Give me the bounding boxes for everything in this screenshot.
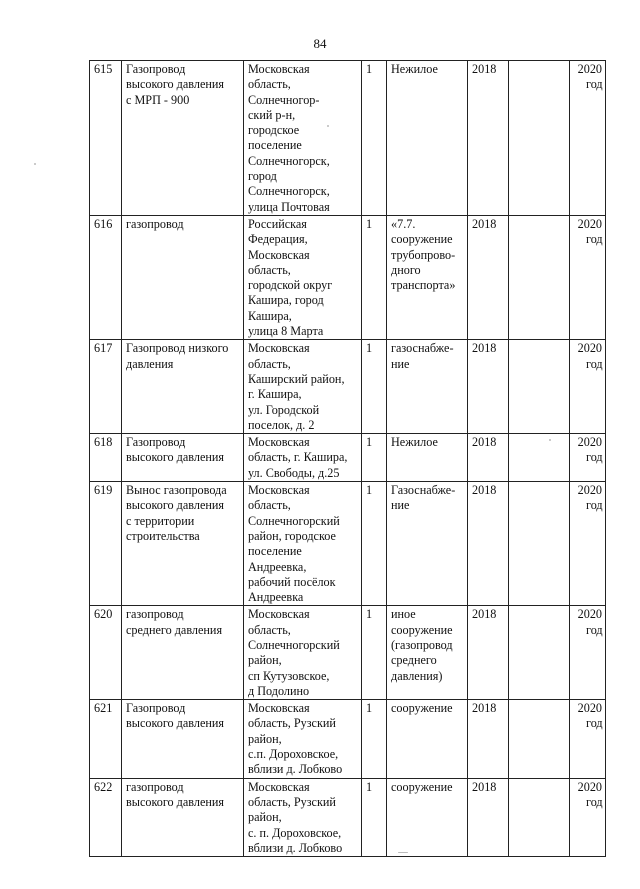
row-number: 620 xyxy=(90,606,122,700)
registration-year: 2020 xyxy=(577,483,602,498)
page-number: 84 xyxy=(313,36,327,51)
row-number: 622 xyxy=(90,778,122,856)
registration-period xyxy=(570,606,606,700)
object-name: газопровод xyxy=(122,215,244,339)
registration-unit: год xyxy=(586,232,603,247)
commission-year: 2018 xyxy=(468,434,509,482)
table-row xyxy=(90,61,606,216)
registration-year: 2020 xyxy=(577,607,602,622)
object-purpose: газоснабже- ние xyxy=(387,340,468,434)
registration-unit: год xyxy=(586,77,603,92)
scan-speck xyxy=(549,439,551,441)
table-row xyxy=(90,606,606,700)
object-name: Газопровод низкого давления xyxy=(122,340,244,434)
registration-year: 2020 xyxy=(577,701,602,716)
registration-period xyxy=(570,215,606,339)
row-number: 621 xyxy=(90,700,122,778)
registration-unit: год xyxy=(586,794,603,809)
commission-year: 2018 xyxy=(468,340,509,434)
empty-cell xyxy=(509,700,570,778)
object-purpose: Нежилое xyxy=(387,434,468,482)
commission-year: 2018 xyxy=(468,700,509,778)
registration-year: 2020 xyxy=(577,62,602,76)
object-count: 1 xyxy=(362,606,387,700)
object-address: Московская область, Рузский район, с.п. Дороховское, вблизи д. Лобково xyxy=(244,700,362,778)
registration-year: 2020 xyxy=(577,435,602,450)
object-name: Газопровод высокого давления xyxy=(122,700,244,778)
object-count: 1 xyxy=(362,215,387,339)
empty-cell xyxy=(509,434,570,482)
row-number: 615 xyxy=(90,61,122,216)
registration-year: 2020 xyxy=(577,779,602,794)
row-number: 618 xyxy=(90,434,122,482)
object-name: газопровод среднего давления xyxy=(122,606,244,700)
object-address: Московская область, г. Кашира, ул. Свободы, д.25 xyxy=(244,434,362,482)
object-name: Вынос газопровода высокого давления с территории строительства xyxy=(122,482,244,606)
registration-unit: год xyxy=(586,716,603,731)
row-number: 616 xyxy=(90,215,122,339)
object-address: Российская Федерация, Московская область, городской округ Кашира, город Кашира, улица 8 Марта xyxy=(244,215,362,339)
empty-cell xyxy=(509,606,570,700)
empty-cell xyxy=(509,61,570,216)
object-purpose: Нежилое xyxy=(387,61,468,216)
object-purpose: «7.7. сооружение трубопрово- дного транспорта» xyxy=(387,215,468,339)
row-number: 619 xyxy=(90,482,122,606)
object-name: Газопровод высокого давления xyxy=(122,434,244,482)
registration-unit: год xyxy=(586,356,603,371)
object-address: Московская область, Рузский район, с. п. Дороховское, вблизи д. Лобково xyxy=(244,778,362,856)
registration-unit: год xyxy=(586,498,603,513)
commission-year: 2018 xyxy=(468,606,509,700)
object-count: 1 xyxy=(362,482,387,606)
object-purpose: сооружение xyxy=(387,700,468,778)
object-purpose: иное сооружение (газопровод среднего давления) xyxy=(387,606,468,700)
object-count: 1 xyxy=(362,778,387,856)
table-row xyxy=(90,778,606,856)
registration-unit: год xyxy=(586,450,603,465)
scan-speck xyxy=(34,163,36,165)
registration-period xyxy=(570,778,606,856)
empty-cell xyxy=(509,482,570,606)
commission-year: 2018 xyxy=(468,778,509,856)
object-count: 1 xyxy=(362,434,387,482)
object-address: Московская область, Каширский район, г. Кашира, ул. Городской поселок, д. 2 xyxy=(244,340,362,434)
commission-year: 2018 xyxy=(468,61,509,216)
object-purpose: сооружение xyxy=(387,778,468,856)
table-row xyxy=(90,340,606,434)
registration-period xyxy=(570,61,606,216)
object-address: Московская область, Солнечногорский район, сп Кутузовское, д Подолино xyxy=(244,606,362,700)
object-name: Газопровод высокого давления с МРП - 900 xyxy=(122,61,244,216)
commission-year: 2018 xyxy=(468,215,509,339)
table-row xyxy=(90,434,606,482)
scan-speck xyxy=(327,125,329,127)
registration-year: 2020 xyxy=(577,216,602,231)
object-count: 1 xyxy=(362,61,387,216)
scan-speck xyxy=(398,852,408,853)
empty-cell xyxy=(509,215,570,339)
registration-year: 2020 xyxy=(577,341,602,356)
object-purpose: Газоснабже- ние xyxy=(387,482,468,606)
table-row xyxy=(90,700,606,778)
table-row xyxy=(90,215,606,339)
registry-body xyxy=(90,61,606,857)
registration-period xyxy=(570,434,606,482)
row-number: 617 xyxy=(90,340,122,434)
table-row xyxy=(90,482,606,606)
object-name: газопровод высокого давления xyxy=(122,778,244,856)
object-count: 1 xyxy=(362,340,387,434)
object-address: Московская область, Солнечногор- ский р-н, городское поселение Солнечногорск, город Солнечногорск, улица Почтовая xyxy=(244,61,362,216)
object-address: Московская область, Солнечногорский район, городское поселение Андреевка, рабочий посёлок Андреевка xyxy=(244,482,362,606)
registration-period xyxy=(570,482,606,606)
property-registry-table xyxy=(89,60,606,857)
empty-cell xyxy=(509,778,570,856)
registration-period xyxy=(570,700,606,778)
empty-cell xyxy=(509,340,570,434)
commission-year: 2018 xyxy=(468,482,509,606)
registration-period xyxy=(570,340,606,434)
registration-unit: год xyxy=(586,622,603,637)
object-count: 1 xyxy=(362,700,387,778)
